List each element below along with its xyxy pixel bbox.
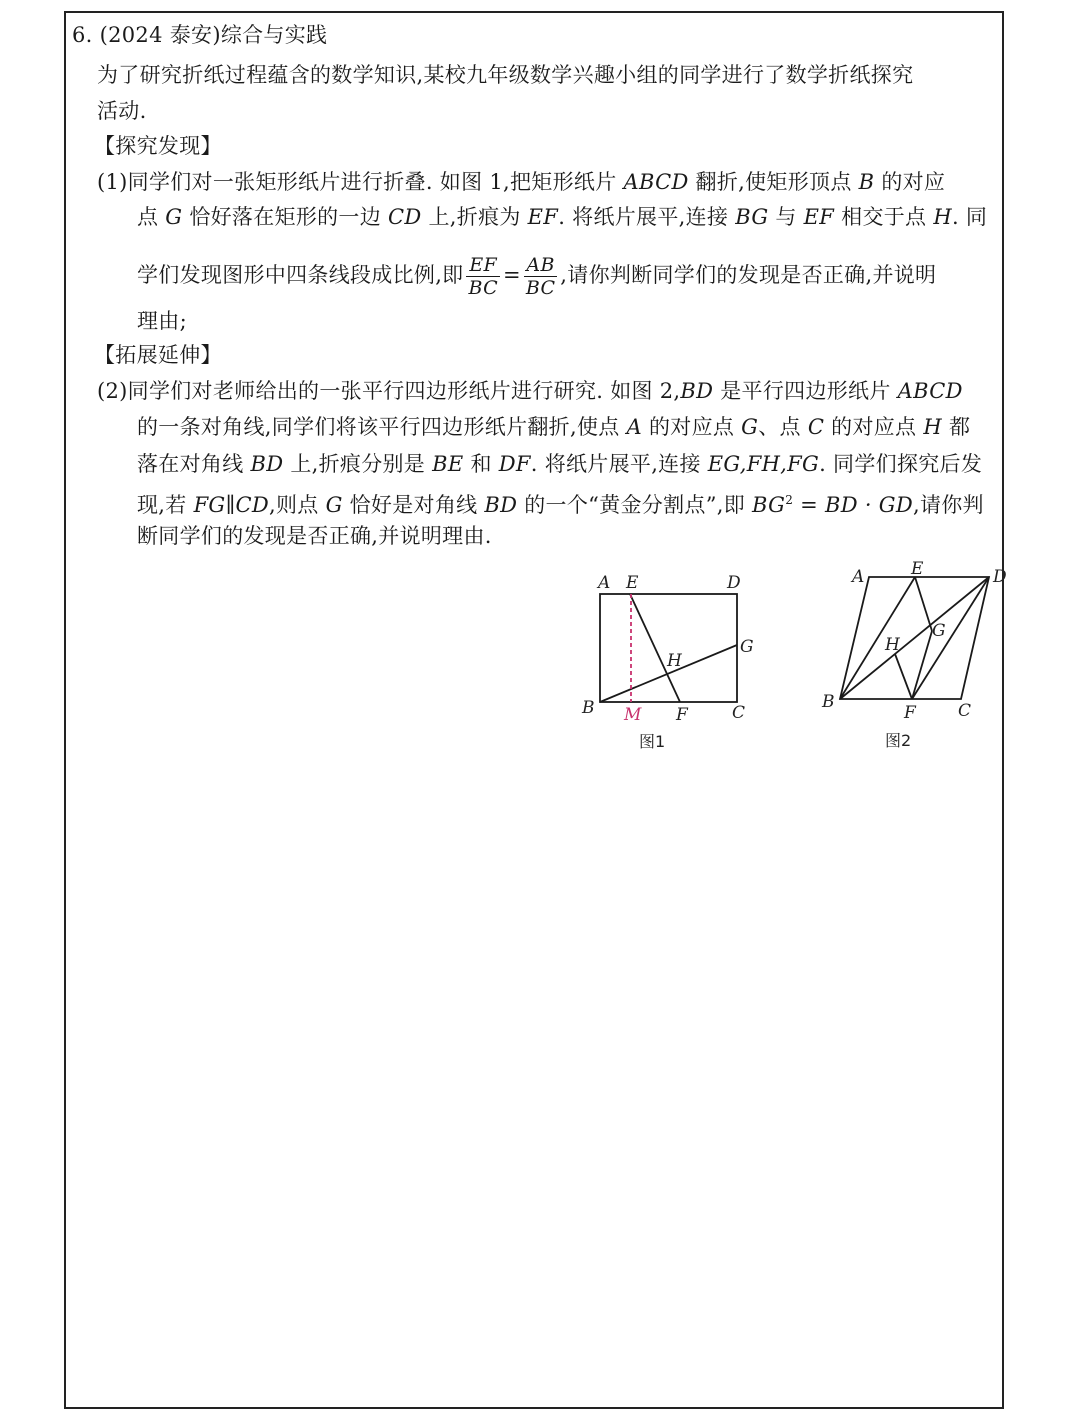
fraction-ef-bc: $\frac{EF}{BC}$	[468, 254, 498, 299]
figure-1	[600, 594, 737, 702]
part1-line-1: (1)同学们对一张矩形纸片进行折叠. 如图 1,把矩形纸片 ABCD 翻折,使矩形顶点 B 的对应	[97, 170, 946, 194]
fig1-label-c: C	[732, 703, 746, 723]
segment-eg	[915, 577, 932, 631]
fig2-label-d: D	[993, 567, 1007, 587]
crease-be	[840, 577, 915, 699]
fig1-label-d: D	[727, 573, 741, 593]
fig1-label-a: A	[598, 573, 611, 593]
fig2-label-b: B	[822, 692, 835, 712]
crease-df	[912, 577, 989, 699]
fig2-label-a: A	[852, 567, 865, 587]
part2-line-4: 现,若 FG∥CD,则点 G 恰好是对角线 BD 的一个“黄金分割点”,即 $BG^2$ = BD · GD,请你判	[137, 493, 984, 517]
fig1-label-h: H	[667, 651, 682, 671]
part1-line-4: 理由;	[137, 309, 187, 333]
figure-2-caption: 图2	[885, 731, 912, 750]
fig1-label-g: G	[740, 637, 754, 657]
fraction-ab-bc: $\frac{AB}{BC}$	[525, 254, 556, 299]
segment-fg	[912, 631, 932, 699]
fig1-label-e: E	[626, 573, 639, 593]
figure-1-caption: 图1	[639, 732, 666, 751]
fig1-label-m: M	[624, 705, 642, 725]
fig2-label-g: G	[932, 621, 946, 641]
part2-line-5: 断同学们的发现是否正确,并说明理由.	[137, 524, 492, 548]
part2-line-2: 的一条对角线,同学们将该平行四边形纸片翻折,使点 A 的对应点 G、点 C 的对应点 H 都	[137, 415, 971, 439]
segment-fh	[895, 654, 912, 699]
fig2-label-h: H	[885, 635, 900, 655]
diagonal-bd	[840, 577, 989, 699]
fig2-label-c: C	[958, 701, 972, 721]
intro-line-2: 活动.	[97, 99, 147, 123]
fig2-label-f: F	[904, 703, 916, 723]
fig1-label-f: F	[676, 705, 688, 725]
section-heading-discovery: 【探究发现】	[94, 134, 222, 158]
part2-line-1: (2)同学们对老师给出的一张平行四边形纸片进行研究. 如图 2,BD 是平行四边形纸片 ABCD	[97, 379, 963, 403]
section-heading-extension: 【拓展延伸】	[94, 343, 222, 367]
part2-line-3: 落在对角线 BD 上,折痕分别是 BE 和 DF. 将纸片展平,连接 EG,FH,FG. 同学们探究后发	[137, 452, 983, 476]
intro-line-1: 为了研究折纸过程蕴含的数学知识,某校九年级数学兴趣小组的同学进行了数学折纸探究	[97, 63, 914, 87]
figure-2	[840, 577, 989, 699]
problem-title: 6. (2024 泰安)综合与实践	[72, 23, 328, 47]
fig2-label-e: E	[911, 559, 924, 579]
rectangle-abcd	[600, 594, 737, 702]
part1-line-2: 点 G 恰好落在矩形的一边 CD 上,折痕为 EF. 将纸片展平,连接 BG 与 EF 相交于点 H. 同	[137, 205, 988, 229]
part1-line-3: 学们发现图形中四条线段成比例,即 $\frac{EF}{BC}$ = $\frac{AB}{BC}$ ,请你判断同学们的发现是否正确,并说明	[137, 254, 937, 299]
fig1-label-b: B	[582, 698, 595, 718]
